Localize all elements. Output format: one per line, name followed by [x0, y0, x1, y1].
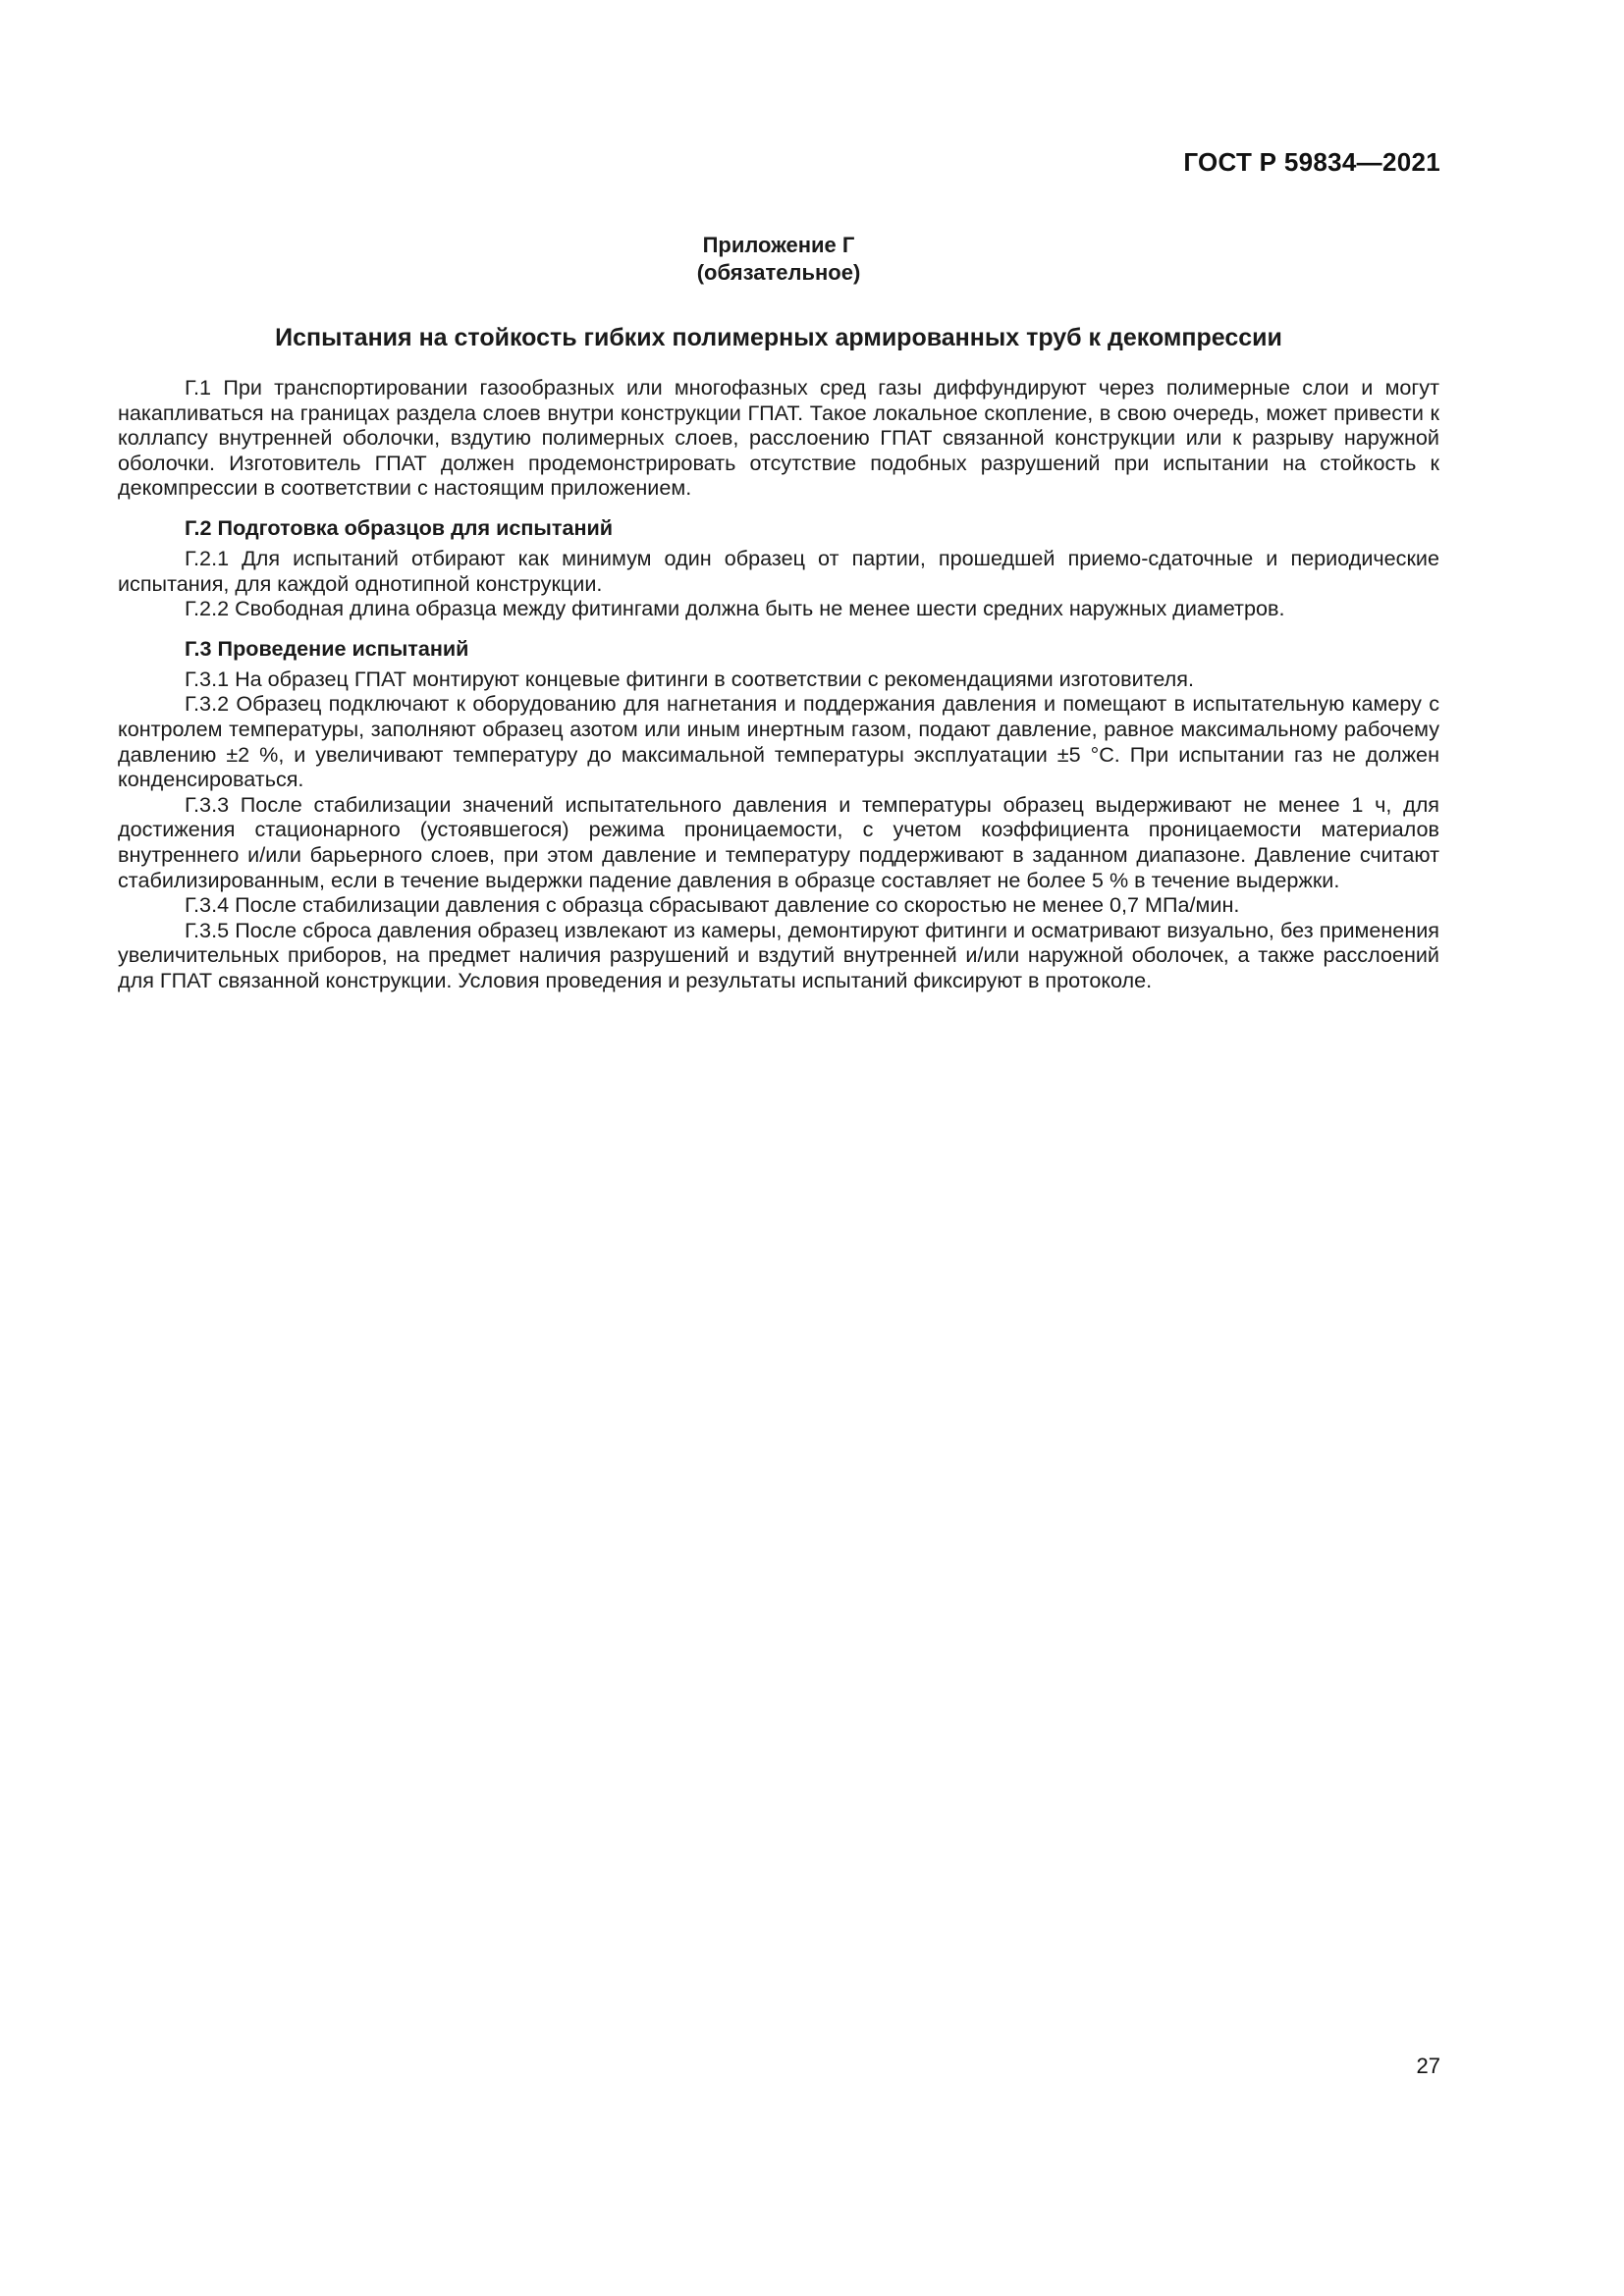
section-heading-g3: Г.3 Проведение испытаний: [185, 635, 469, 661]
page-number: 27: [1416, 2054, 1440, 2078]
paragraph-g3-3: Г.3.3 После стабилизации значений испытательного давления и температуры образец выдерживают не менее 1 ч, для достижения стационарного (устоявшегося) режима проницаемости, с учетом коэффициента проницаемости материалов внутреннего и/или барьерного слоев, при этом давление и температуру поддерживают в заданном диапазоне. Давление считают стабилизированным, если в течение выдержки падение давления в образце составляет не более 5 % в течение выдержки.: [118, 791, 1439, 892]
paragraph-g3-5: Г.3.5 После сброса давления образец извлекают из камеры, демонтируют фитинги и осматривают визуально, без применения увеличительных приборов, на предмет наличия разрушений и вздутий внутренней и/или наружной оболочек, а также расслоений для ГПАТ связанной конструкции. Условия проведения и результаты испытаний фиксируют в протоколе.: [118, 917, 1439, 992]
appendix-heading: [118, 232, 1439, 287]
page-content: [118, 232, 1439, 992]
paragraph-g3-2: Г.3.2 Образец подключают к оборудованию для нагнетания и поддержания давления и помещают в испытательную камеру с контролем температуры, заполняют образец азотом или иным инертным газом, подают давление, равное максимальному рабочему давлению ±2 %, и увеличивают температуру до максимальной температуры эксплуатации ±5 °С. При испытании газ не должен конденсироваться.: [118, 691, 1439, 792]
paragraph-g2-1: Г.2.1 Для испытаний отбирают как минимум один образец от партии, прошедшей приемо-сдаточные и периодические испытания, для каждой однотипной конструкции.: [118, 545, 1439, 596]
paragraph-g3-1: Г.3.1 На образец ГПАТ монтируют концевые фитинги в соответствии с рекомендациями изготовителя.: [185, 666, 1194, 691]
paragraph-g2-2: Г.2.2 Свободная длина образца между фитингами должна быть не менее шести средних наружных диаметров.: [185, 596, 1285, 621]
appendix-status: (обязательное): [696, 260, 861, 285]
page-title: Испытания на стойкость гибких полимерных армированных труб к декомпрессии: [275, 324, 1282, 351]
paragraph-g1: Г.1 При транспортировании газообразных или многофазных сред газы диффундируют через полимерные слои и могут накапливаться на границах раздела слоев внутри конструкции ГПАТ. Такое локальное скопление, в свою очередь, может привести к коллапсу внутренней оболочки, вздутию полимерных слоев, расслоению ГПАТ связанной конструкции или к разрыву наружной оболочки. Изготовитель ГПАТ должен продемонстрировать отсутствие подобных разрушений при испытании на стойкость к декомпрессии в соответствии с настоящим приложением.: [118, 375, 1439, 501]
appendix-label: Приложение Г: [702, 233, 855, 257]
section-heading-g2: Г.2 Подготовка образцов для испытаний: [185, 514, 614, 540]
paragraph-g3-4: Г.3.4 После стабилизации давления с образца сбрасывают давление со скоростью не менее 0,7 МПа/мин.: [185, 892, 1240, 918]
document-number: ГОСТ Р 59834—2021: [1183, 147, 1440, 177]
